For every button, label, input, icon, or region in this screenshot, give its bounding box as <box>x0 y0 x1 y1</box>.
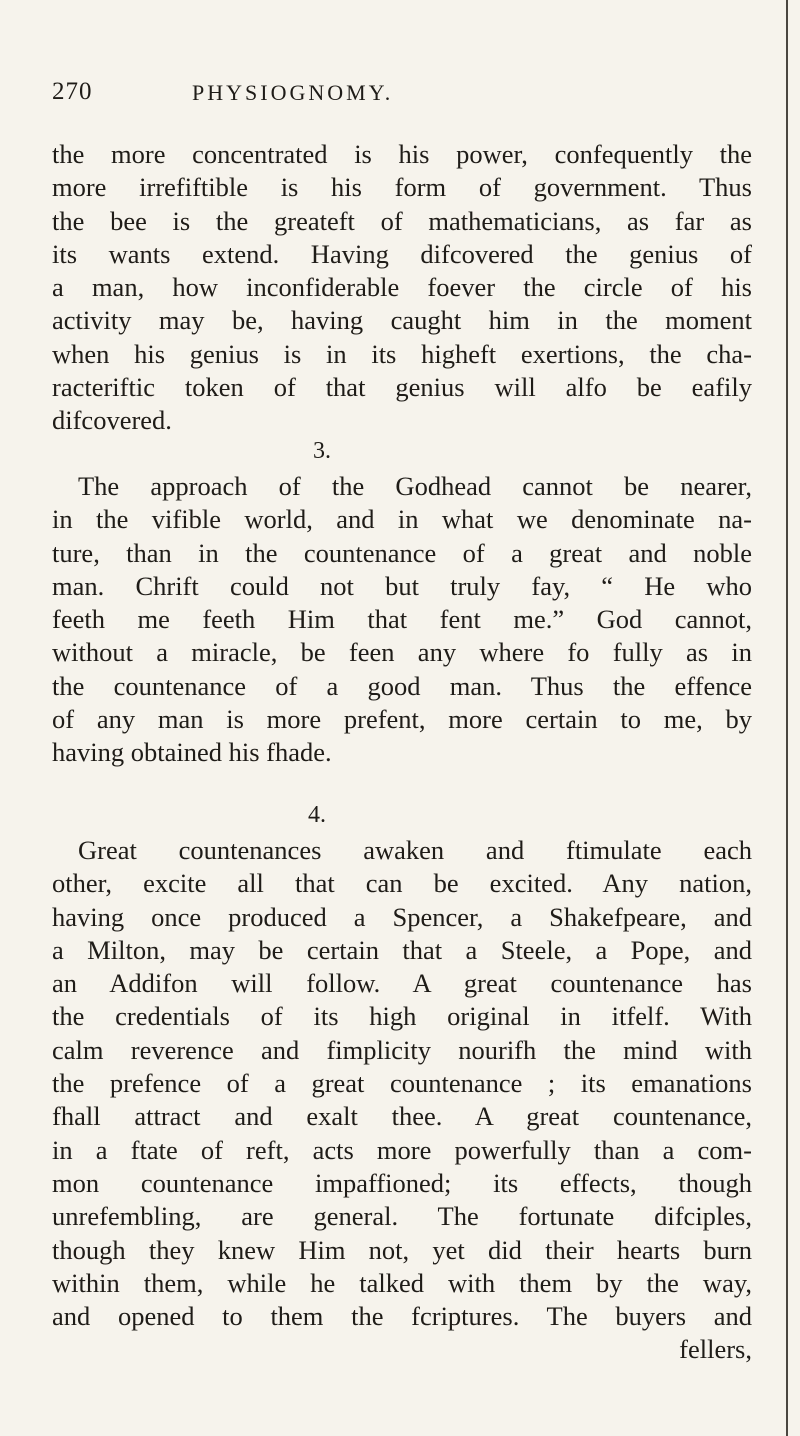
text-line: the prefence of a great countenance ; its emanations <box>52 1068 752 1099</box>
text-line: racteriftic token of that genius will alfo be eafily <box>52 372 752 403</box>
text-line: Great countenances awaken and ftimulate each <box>78 835 752 865</box>
text-line: mon countenance impaffioned; its effects, though <box>52 1167 752 1198</box>
text-line: calm reverence and fimplicity nourifh the mind with <box>52 1034 752 1065</box>
text-line: a man, how inconfiderable foever the circle of his <box>52 272 752 303</box>
text-line: its wants extend. Having difcovered the genius of <box>52 238 752 269</box>
paragraph-2 <box>52 470 752 770</box>
text-line: in the vifible world, and in what we denominate na- <box>52 504 752 535</box>
text-line: an Addifon will follow. A great countenance has <box>52 968 752 999</box>
text-line: The approach of the Godhead cannot be nearer, <box>78 471 752 501</box>
paragraph-1 <box>52 138 752 438</box>
catchword: fellers, <box>679 1334 752 1365</box>
text-line: difcovered. <box>52 405 172 436</box>
text-line: when his genius is in its higheft exertions, the cha- <box>52 338 752 369</box>
text-line: without a miracle, be feen any where fo fully as in <box>52 637 752 668</box>
text-line: the countenance of a good man. Thus the effence <box>52 670 752 701</box>
text-line: the more concentrated is his power, confequently the <box>52 139 752 169</box>
page-number: 270 <box>52 78 93 105</box>
text-line: ture, than in the countenance of a great and noble <box>52 537 752 568</box>
text-line: man. Chrift could not but truly fay, “ He who <box>52 570 752 601</box>
text-line: the credentials of its high original in itfelf. With <box>52 1001 752 1032</box>
text-line: a Milton, may be certain that a Steele, a Pope, and <box>52 934 752 965</box>
page-header <box>52 78 752 108</box>
text-line: in a ftate of reft, acts more powerfully than a com- <box>52 1134 752 1165</box>
text-line: within them, while he talked with them by the way, <box>52 1267 752 1298</box>
text-line: fhall attract and exalt thee. A great countenance, <box>52 1101 752 1132</box>
running-head: PHYSIOGNOMY. <box>192 80 394 105</box>
text-line: and opened to them the fcriptures. The buyers and <box>52 1301 752 1332</box>
text-line: though they knew Him not, yet did their hearts burn <box>52 1234 752 1265</box>
text-line: having once produced a Spencer, a Shakefpeare, and <box>52 901 752 932</box>
text-line: unrefembling, are general. The fortunate difciples, <box>52 1201 752 1232</box>
text-line: more irrefiftible is his form of government. Thus <box>52 172 752 203</box>
text-line: activity may be, having caught him in the moment <box>52 305 752 336</box>
text-line: of any man is more prefent, more certain to me, by <box>52 704 752 735</box>
page-edge <box>786 0 788 1436</box>
text-line: having obtained his fhade. <box>52 737 332 768</box>
section-number-3: 3. <box>313 438 331 464</box>
paragraph-3 <box>52 834 752 1367</box>
section-number-4: 4. <box>308 802 326 828</box>
text-line: the bee is the greateft of mathematicians, as far as <box>52 205 752 236</box>
text-line: feeth me feeth Him that fent me.” God cannot, <box>52 604 752 635</box>
text-line: other, excite all that can be excited. Any nation, <box>52 868 752 899</box>
